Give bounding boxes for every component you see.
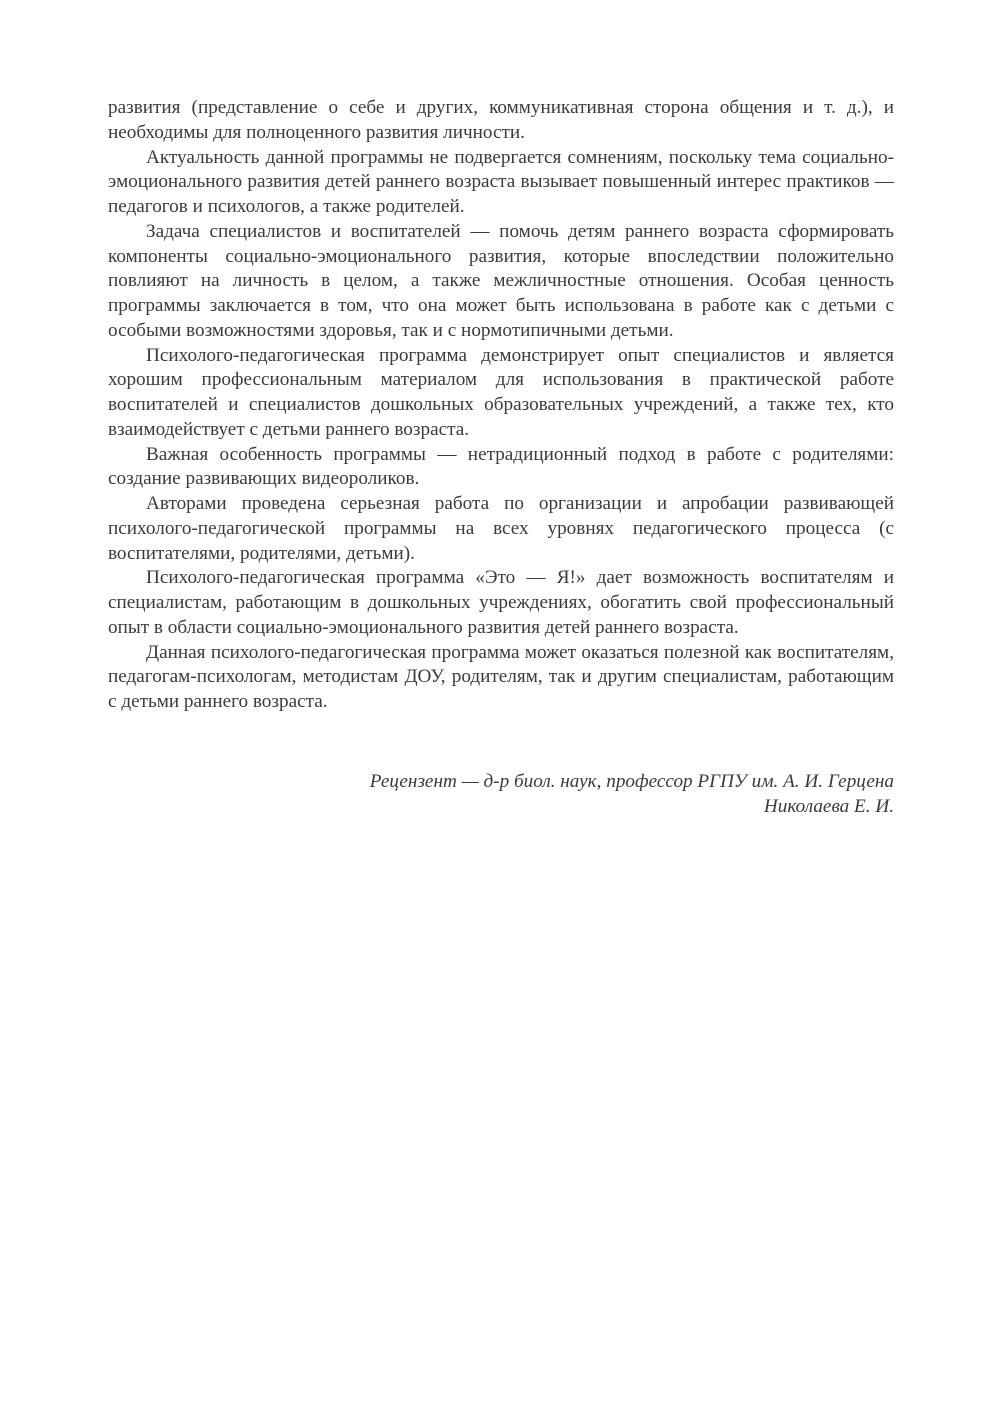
- paragraph-authors: Авторами проведена серьезная работа по организации и апробации развивающей психолого-педагогической программы на всех уровнях педагогического процесса (с воспитателями, родителями, детьми).: [108, 493, 894, 564]
- paragraph-task: Задача специалистов и воспитателей — помочь детям раннего возраста сформировать компоненты социально-эмоционального развития, которые впоследствии положительно повлияют на личность в целом, а также межличностные отношения. Особая ценность программы заключается в том, что она может быть использована в работе как с детьми с особыми возможностями здоровья, так и с нормотипичными детьми.: [108, 220, 894, 341]
- reviewer-title: Рецензент — д-р биол. наук, профессор РГПУ им. А. И. Герцена: [369, 771, 894, 792]
- paragraph-continuation: развития (представление о себе и других, коммуникативная сторона общения и т. д.), и необходимы для полноценного развития личности.: [108, 97, 894, 143]
- body-text: [108, 96, 894, 715]
- paragraph-feature: Важная особенность программы — нетрадиционный подход в работе с родителями: создание развивающих видеороликов.: [108, 443, 894, 490]
- paragraph-usefulness: Данная психолого-педагогическая программа может оказаться полезной как воспитателям, педагогам-психологам, методистам ДОУ, родителям, так и другим специалистам, работающим с детьми раннего возраста.: [108, 641, 894, 712]
- paragraph-relevance: Актуальность данной программы не подвергается сомнениям, поскольку тема социально-эмоционального развития детей раннего возраста вызывает повышенный интерес практиков — педагогов и психологов, а также родителей.: [108, 146, 894, 217]
- paragraph-opportunity: Психолого-педагогическая программа «Это — Я!» дает возможность воспитателям и специалистам, работающим в дошкольных учреждениях, обогатить свой профессиональный опыт в области социально-эмоционального развития детей раннего возраста.: [108, 567, 894, 638]
- paragraph-program-experience: Психолого-педагогическая программа демонстрирует опыт специалистов и является хорошим профессиональным материалом для использования в практической работе воспитателей и специалистов дошкольных образовательных учреждений, а также тех, кто взаимодействует с детьми раннего возраста.: [108, 344, 894, 440]
- reviewer-signature: [108, 769, 894, 819]
- reviewer-name: Николаева Е. И.: [763, 796, 894, 817]
